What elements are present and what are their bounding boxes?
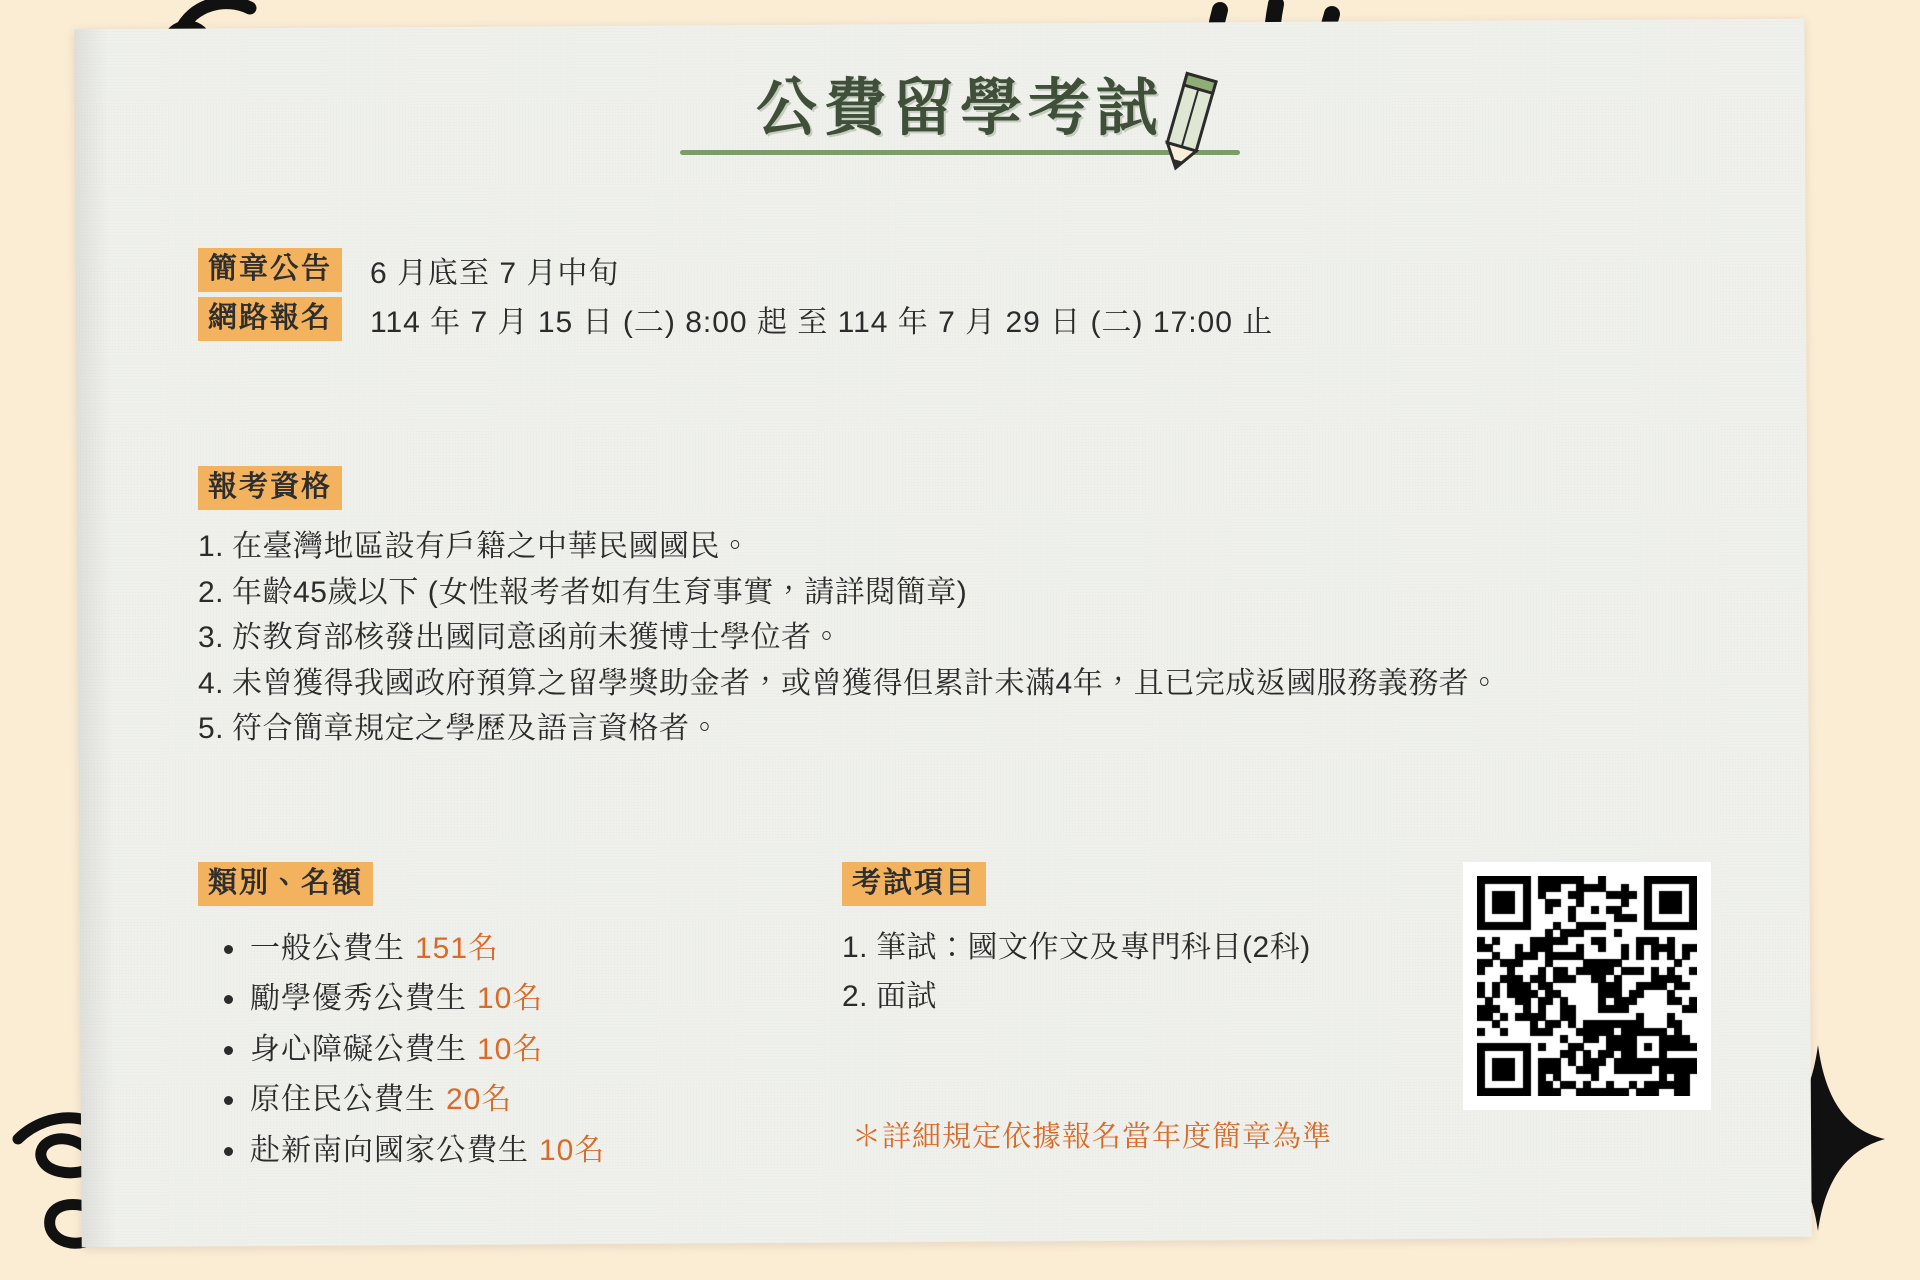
footnote: ＊詳細規定依據報名當年度簡章為準 — [852, 1121, 1333, 1153]
list-item — [842, 924, 1311, 973]
item-number: 1. — [842, 931, 869, 964]
page-title-area — [0, 58, 1920, 147]
item-text: 未曾獲得我國政府預算之留學獎助金者，或曾獲得但累計未滿4年，且已完成返國服務義務者。 — [232, 666, 1500, 700]
category-label: 赴新南向國家公費生 — [250, 1133, 529, 1167]
paper-fold-shadow — [74, 29, 115, 1247]
exam-items-section — [842, 862, 1311, 1021]
pencil-icon — [1145, 58, 1235, 183]
qualification-list — [198, 524, 1500, 752]
categories-tag: 類別、名額 — [198, 862, 373, 906]
list-item — [250, 1075, 605, 1125]
item-text: 符合簡章規定之學歷及語言資格者。 — [232, 712, 721, 746]
brochure-tag: 簡章公告 — [198, 248, 342, 292]
category-quota: 151名 — [415, 932, 500, 965]
item-text: 面試 — [876, 979, 938, 1013]
page-title: 公費留學考試 — [755, 71, 1164, 144]
category-label: 一般公費生 — [250, 932, 405, 965]
register-row — [198, 297, 1273, 341]
categories-section — [198, 862, 605, 1176]
list-item — [198, 661, 1500, 707]
item-number: 2. — [842, 979, 869, 1013]
item-text: 筆試：國文作文及專門科目(2科) — [876, 931, 1311, 964]
list-item — [250, 924, 605, 974]
item-text: 於教育部核發出國同意函前未獲博士學位者。 — [232, 621, 843, 655]
item-text: 在臺灣地區設有戶籍之中華民國國民。 — [232, 530, 751, 563]
list-item — [198, 570, 1500, 616]
category-quota: 10名 — [539, 1133, 606, 1167]
categories-list — [198, 924, 605, 1176]
qualification-section — [198, 466, 1500, 752]
exam-items-tag: 考試項目 — [842, 862, 986, 906]
category-quota: 10名 — [477, 982, 544, 1016]
list-item — [198, 706, 1500, 752]
list-item — [198, 615, 1500, 661]
category-quota: 20名 — [446, 1083, 513, 1117]
category-label: 勵學優秀公費生 — [250, 982, 467, 1016]
brochure-row — [198, 248, 1273, 292]
item-number: 4. — [198, 666, 225, 700]
category-label: 原住民公費生 — [250, 1083, 436, 1117]
item-number: 3. — [198, 621, 225, 655]
category-quota: 10名 — [477, 1032, 544, 1066]
list-item — [198, 524, 1500, 570]
item-text: 年齡45歲以下 (女性報考者如有生育事實，請詳閱簡章) — [232, 575, 968, 609]
list-item — [250, 1025, 605, 1075]
brochure-text: 6 月底至 7 月中旬 — [370, 257, 620, 290]
register-text: 114 年 7 月 15 日 (二) 8:00 起 至 114 年 7 月 29 日 (二) 17:00 止 — [370, 306, 1274, 339]
list-item — [842, 973, 1311, 1022]
exam-items-list — [842, 924, 1311, 1021]
item-number: 1. — [198, 530, 225, 563]
announcement-section — [198, 248, 1273, 341]
item-number: 5. — [198, 712, 225, 746]
list-item — [250, 974, 605, 1024]
qr-code-image — [1477, 876, 1697, 1096]
item-number: 2. — [198, 575, 225, 609]
register-tag: 網路報名 — [198, 297, 342, 341]
list-item — [250, 1126, 605, 1176]
qr-code[interactable] — [1463, 862, 1711, 1110]
category-label: 身心障礙公費生 — [250, 1032, 467, 1066]
qualification-tag: 報考資格 — [198, 466, 342, 510]
